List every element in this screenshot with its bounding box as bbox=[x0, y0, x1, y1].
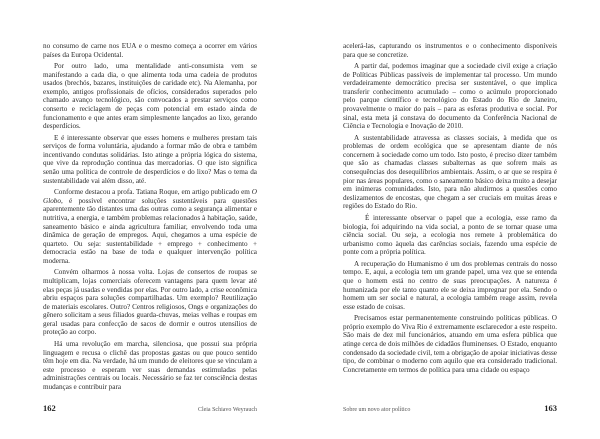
left-footer bbox=[43, 403, 257, 413]
text-span: Conforme destacou a profa. Tatiana Roque, em artigo publicado em bbox=[54, 188, 252, 197]
text-span: , é possível encontrar soluções sustentáveis para questões aparentemente tão distantes uma das outras como a segurança alimentar e nutritiva, a energia, e também problemas relacionados à habitação, saúde, saneamento básico e ainda agricultura familiar, envolvendo toda uma dinâmica de geração de empregos. Aqui, chegamos a uma espécie de quarteto. Ou seja: sustentabilidade + emprego + conhecimento + democracia estão na base de toda e qualquer intervenção política moderna. bbox=[43, 196, 257, 265]
paragraph: E é interessante observar que esses homens e mulheres prestam tais serviços de forma voluntária, ajudando a formar mão de obra e também incentivando condutas solidárias. Isto atinge a própria lógica do sistema, que vive da reprodução contínua das mercadorias. O que isto significa senão uma política de controle de desperdícios e do lixo? Mas o tema da sustentabilidade vai além disso, até. bbox=[43, 133, 257, 185]
paragraph: A partir daí, podemos imaginar que a sociedade civil exige a criação de Políticas Públicas passíveis de implementar tal processo. Um mundo verdadeiramente democrático precisa ser sustentável, o que implica transferir conhecimento acumulado – como o acúmulo proporcionado pelo parque científico e tecnológico do Estado do Rio de Janeiro, provavelmente o maior do país – para as esferas produtiva e social. Por sinal, esta meta já constava do documento da Conferência Nacional de Ciência e Tecnologia e Inovação de 2010. bbox=[343, 62, 557, 131]
paragraph: acelerá-las, capturando os instrumentos e o conhecimento disponíveis para que se concretize. bbox=[343, 42, 557, 59]
left-text-column bbox=[43, 42, 257, 394]
newspaper-title: O Globo bbox=[43, 188, 257, 205]
paragraph: A recuperação do Humanismo é um dos problemas centrais do nosso tempo. E, aqui, a ecologia tem um grande papel, uma vez que se entenda que o homem está no centro de suas preocupações. A natureza é humanizada por ele tanto quanto ele se deixa impregnar por ela. Sendo o homem um ser social e natural, a ecologia também reage assim, revela esse estado de coisas. bbox=[343, 259, 557, 311]
right-page bbox=[300, 0, 600, 439]
paragraph: Convém olharmos à nossa volta. Lojas de consertos de roupas se multiplicam, lojas comerciais oferecem vantagens para quem levar até elas peças já usadas e vendidas por elas. Por outro lado, a crise econômica abriu espaços para soluções compartilhadas. Um exemplo? Reutilização de materiais escolares. Outro? Centros religiosos, Ongs e organizações do gênero solicitam a seus filiados guarda-chuvas, meias velhas e roupas em geral usadas para confecção de sacos de dormir e outros utensílios de proteção ao corpo. bbox=[43, 268, 257, 337]
paragraph: Precisamos estar permanentemente construindo políticas públicas. O próprio exemplo do Viva Rio é extremamente esclarecedor a este respeito. São mais de dez mil funcionários, atuando em uma esfera pública que atinge cerca de dois milhões de cidadãos fluminenses. O Estado, enquanto condensado da sociedade civil, tem a obrigação de apoiar iniciativas desse tipo, de combinar o moderno com aquilo que era considerado tradicional. Concretamente em termos de política para uma cidade ou espaço bbox=[343, 314, 557, 374]
right-text-column bbox=[343, 42, 557, 377]
paragraph: no consumo de carne nos EUA e o mesmo começa a ocorrer em vários países da Europa Ocidental. bbox=[43, 42, 257, 59]
paragraph: É interessante observar o papel que a ecologia, esse ramo da biologia, foi adquirindo na vida social, a ponto de se tornar quase uma ciência social. Ou seja, a ecologia nos remete à problemática do urbanismo como àquela das carências sociais, fazendo uma espécie de ponte com a própria política. bbox=[343, 213, 557, 257]
running-head-chapter: Sobre um novo ator político bbox=[343, 407, 411, 413]
paragraph: Por outro lado, uma mentalidade anti-consumista vem se manifestando a cada dia, o que alimenta toda uma cadeia de produtos usados (brechós, bazares, instituições de caridade etc). Na Alemanha, por exemplo, antigos profissionais de ofícios, considerados superados pelo chamado avanço tecnológico, são convocados a prestar serviços como conserto e reciclagem de peças com potencial em estado ainda de funcionamento e que antes eram simplesmente lançados ao lixo, gerando desperdícios. bbox=[43, 62, 257, 131]
right-footer bbox=[343, 403, 557, 413]
paragraph: Há uma revolução em marcha, silenciosa, que possui sua própria linguagem e recusa o clichê das propostas gastas ou que pouco sentido têm hoje em dia. Na verdade, há um mundo de eleitores que se vinculam a este processo e esperam ver suas demandas estimuladas pelas administrações centrais ou locais. Necessário se faz ter consciência destas mudanças e contribuir para bbox=[43, 339, 257, 391]
paragraph bbox=[43, 188, 257, 265]
page-number: 163 bbox=[544, 403, 557, 413]
running-head-author: Cleia Schiavo Weyrauch bbox=[197, 407, 257, 413]
paragraph: A sustentabilidade atravessa as classes sociais, à medida que os problemas de ordem ecológica que se apresentam diante de nós concernem à sociedade como um todo. Isto posto, é preciso dizer também que são as chamadas classes subalternas as que sofrem mais as consequências dos desequilíbrios ambientais. Assim, o ar que se respira é pior nas áreas populares, como o saneamento básico deixa muito a desejar em inúmeras comunidades. Isto, para não aludirmos a questões como deslizamentos de encostas, que chegam a ser cruciais em muitas áreas e regiões do Estado do Rio. bbox=[343, 133, 557, 211]
page-number: 162 bbox=[43, 403, 56, 413]
